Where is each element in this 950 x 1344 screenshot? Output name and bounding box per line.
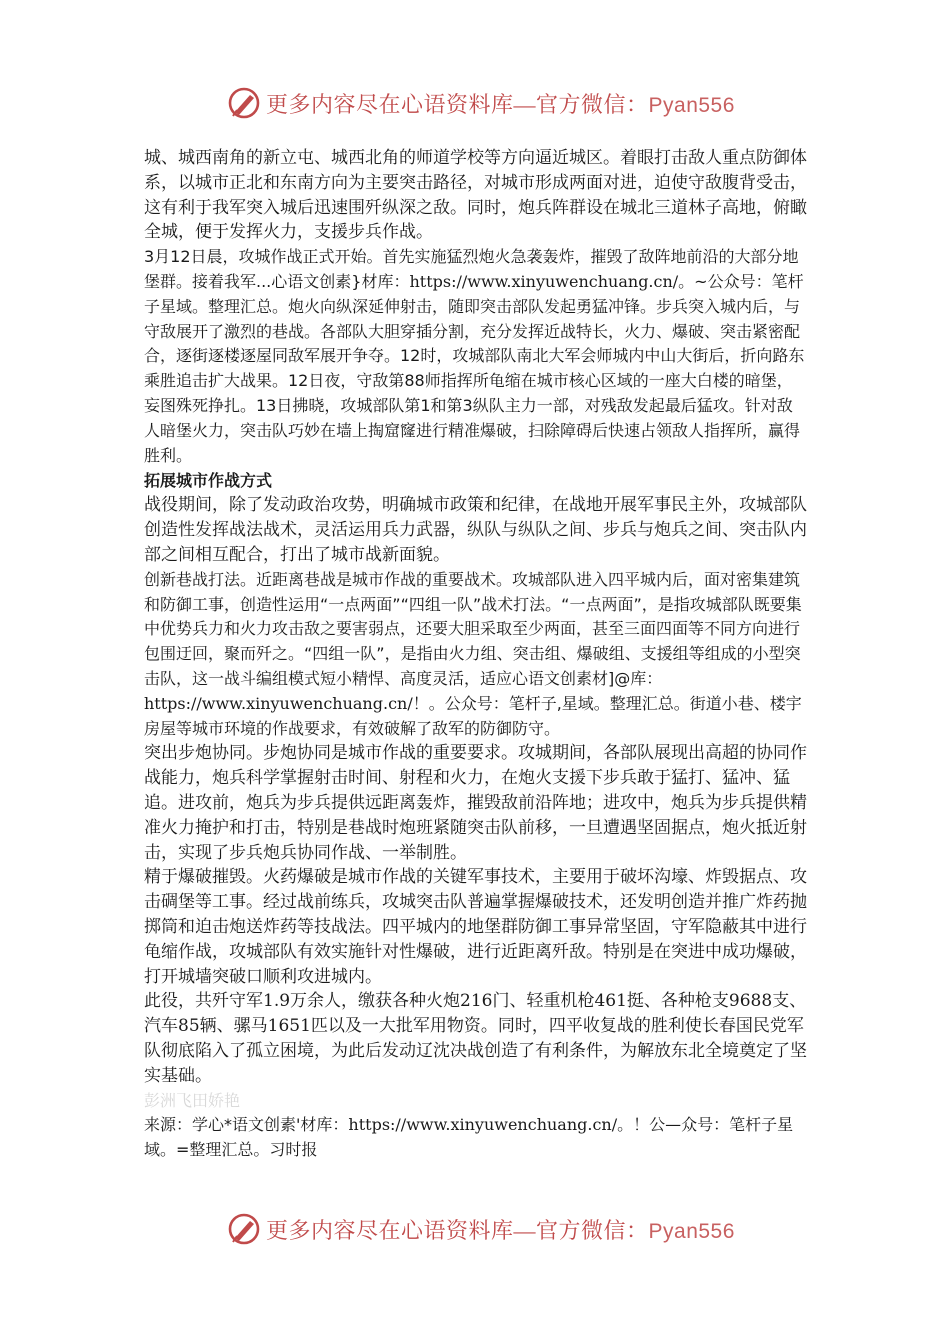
- faded-watermark-text: 彭洲飞田娇艳: [144, 1091, 241, 1111]
- source-link[interactable]: https://www.xinyuwenchuang.cn/: [144, 693, 413, 713]
- footer-banner: [0, 1210, 950, 1246]
- paragraph-2: 3月12日晨，攻城作战正式开始。首先实施猛烈炮火急袭轰炸，摧毁了敌阵地前沿的大部分地堡群。接着我军...心语文创素}材库：https://www.xinyuwenchuang.cn/。~公众号：笔杆子星域。整理汇总。炮火向纵深延伸射击，随即突击部队发起勇猛冲锋。步兵突入城内后，与守敌展开了激烈的巷战。各部队大胆穿插分割，充分发挥近战特长，火力、爆破、突击紧密配合，逐街逐楼逐屋同敌军展开争夺。12时，攻城部队南北大军会师城内中山大街后，折向路东乘胜追击扩大战果。12日夜，守敌第88师指挥所龟缩在城市核心区域的一座大白楼的暗堡，妄图殊死挣扎。13日拂晓，攻城部队第1和第3纵队主力一部，对残敌发起最后猛攻。针对敌人暗堡火力，突击队巧妙在墙上掏窟窿进行精准爆破，扫除障碍后快速占领敌人指挥所，赢得胜利。: [144, 247, 805, 465]
- paragraph-5: 突出步炮协同。步炮协同是城市作战的重要要求。攻城期间，各部队展现出高超的协同作战能力，炮兵科学掌握射击时间、射程和火力，在炮火支援下步兵敢于猛打、猛冲、猛追。进攻前，炮兵为步兵提供远距离轰炸，摧毁敌前沿阵地；进攻中，炮兵为步兵提供精准火力掩护和打击，特别是巷战时炮班紧随突击队前移，一旦遭遇坚固据点，炮火抵近射击，实现了步兵炮兵协同作战、一举制胜。: [144, 743, 807, 863]
- section-heading: 拓展城市作战方式: [144, 471, 273, 491]
- paragraph-1: 城、城西南角的新立屯、城西北角的师道学校等方向逼近城区。着眼打击敌人重点防御体系，以城市正北和东南方向为主要突击路径，对城市形成两面对进，迫使守敌腹背受击，这有利于我军突入城后迅速围歼纵深之敌。同时，炮兵阵群设在城北三道林子高地，俯瞰全城，便于发挥火力，支援步兵作战。: [144, 148, 807, 243]
- paragraph-4: 创新巷战打法。近距离巷战是城市作战的重要战术。攻城部队进入四平城内后，面对密集建筑和防御工事，创造性运用“一点两面”“四组一队”战术打法。“一点两面”，是指攻城部队既要集中优势兵力和火力攻击敌之要害弱点，还要大胆采取至少两面，甚至三面四面等不同方向进行包围迂回，聚而歼之。“四组一队”，是指由火力组、突击组、爆破组、支援组等组成的小型突击队，这一战斗编组模式短小精悍、高度灵活，适应心语文创素材]@库：https://www.xinyuwenchuang.cn/！。公众号：笔杆子,星域。整理汇总。街道小巷、楼宇房屋等城市环境的作战要求，有效破解了敌军的防御防守。: [144, 569, 802, 738]
- source-line: 来源：学心*语文创素'材库：https://www.xinyuwenchuang.cn/。！公—众号：笔杆子星域。=整理汇总。习时报: [144, 1115, 794, 1160]
- paragraph-6: 精于爆破摧毁。火药爆破是城市作战的关键军事技术，主要用于破坏沟壕、炸毁据点、攻击碉堡等工事。经过战前练兵，攻城突击队普遍掌握爆破技术，还发明创造并推广炸药抛掷筒和迫击炮送炸药等技战法。四平城内的地堡群防御工事异常坚固，守军隐蔽其中进行龟缩作战，攻城部队有效实施针对性爆破，进行近距离歼敌。特别是在突进中成功爆破，打开城墙突破口顺利攻进城内。: [144, 867, 807, 987]
- article-body: [144, 146, 808, 1163]
- banner-text: 更多内容尽在心语资料库—官方微信：Pyan556: [266, 1218, 735, 1243]
- paragraph-3: 战役期间，除了发动政治攻势，明确城市政策和纪律，在战地开展军事民主外，攻城部队创造性发挥战法战术，灵活运用兵力武器，纵队与纵队之间、步兵与炮兵之间、突击队内部之间相互配合，打出了城市战新面貌。: [144, 495, 807, 565]
- pen-logo-icon: [227, 1212, 261, 1246]
- pen-logo-icon: [227, 86, 261, 120]
- header-banner: [0, 84, 950, 120]
- banner-text: 更多内容尽在心语资料库—官方微信：Pyan556: [266, 92, 735, 117]
- source-link[interactable]: https://www.xinyuwenchuang.cn/: [348, 1115, 618, 1135]
- paragraph-7: 此役，共歼守军1.9万余人，缴获各种火炮216门、轻重机枪461挺、各种枪支9688支、汽车85辆、骡马1651匹以及一大批军用物资。同时，四平收复战的胜利使长春国民党军队彻底陷入了孤立困境，为此后发动辽沈决战创造了有利条件，为解放东北全境奠定了坚实基础。: [144, 991, 807, 1086]
- source-link[interactable]: https://www.xinyuwenchuang.cn/: [409, 271, 679, 291]
